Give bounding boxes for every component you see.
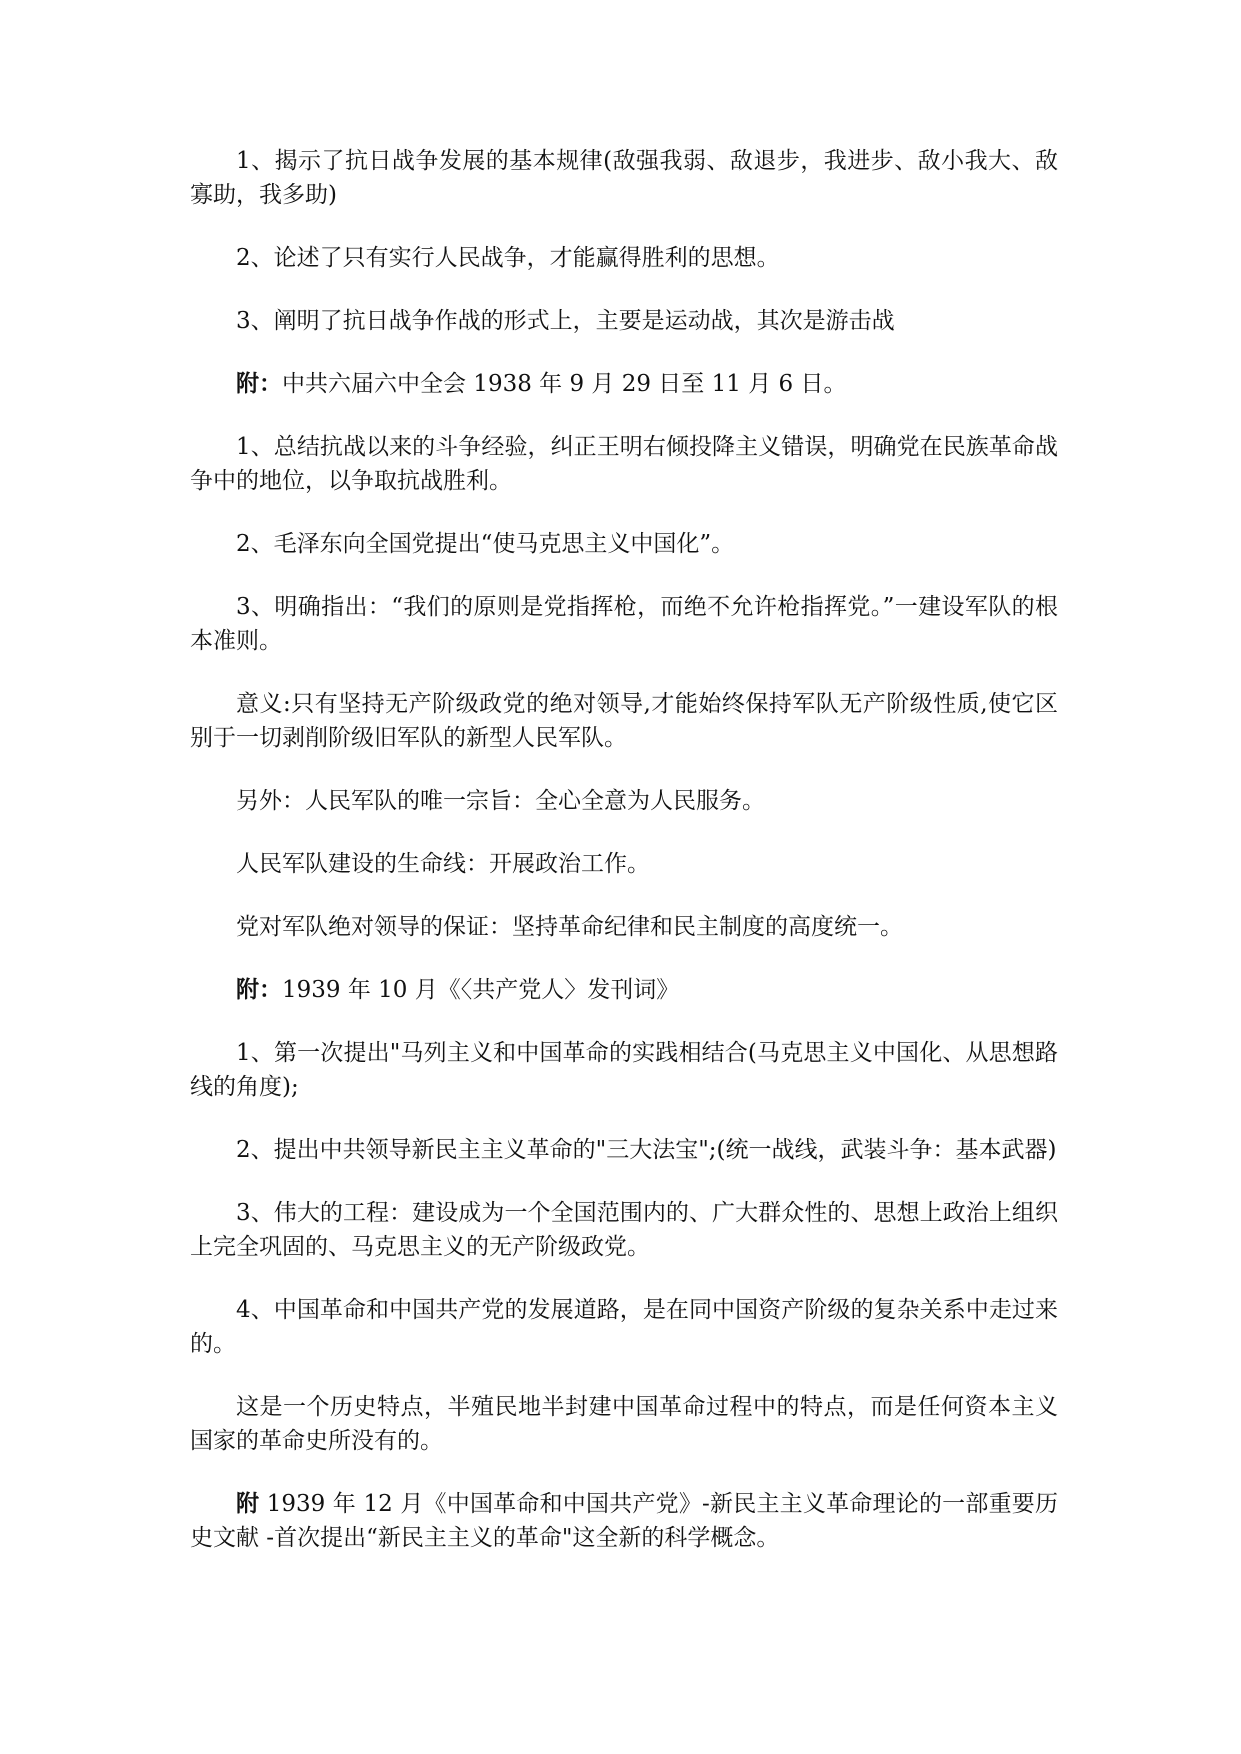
paragraph	[190, 1133, 1058, 1167]
paragraph-text: 党对军队绝对领导的保证：坚持革命纪律和民主制度的高度统一。	[236, 914, 903, 940]
paragraph-text: 3、阐明了抗日战争作战的形式上，主要是运动战，其次是游击战	[236, 308, 895, 334]
paragraph	[190, 430, 1058, 498]
paragraph-lead: 附：	[236, 370, 282, 397]
paragraph	[190, 1293, 1058, 1361]
paragraph	[190, 973, 1058, 1007]
paragraph-text: 2、提出中共领导新民主主义革命的"三大法宝";(统一战线，武装斗争：基本武器)	[236, 1137, 1057, 1163]
document-page	[190, 144, 1058, 1584]
paragraph-text: 3、明确指出：“我们的原则是党指挥枪，而绝不允许枪指挥党。”一建设军队的根本准则。	[190, 594, 1058, 654]
paragraph-text: 人民军队建设的生命线：开展政治工作。	[236, 851, 650, 877]
paragraph-text: 1、第一次提出"马列主义和中国革命的实践相结合(马克思主义中国化、从思想路线的角度);	[190, 1040, 1058, 1100]
paragraph-text: 3、伟大的工程：建设成为一个全国范围内的、广大群众性的、思想上政治上组织上完全巩固的、马克思主义的无产阶级政党。	[190, 1200, 1058, 1260]
paragraph	[190, 784, 1058, 818]
paragraph-text: 1、总结抗战以来的斗争经验，纠正王明右倾投降主义错误，明确党在民族革命战争中的地位，以争取抗战胜利。	[190, 434, 1058, 494]
paragraph	[190, 367, 1058, 401]
paragraph	[190, 590, 1058, 658]
paragraph	[190, 1487, 1058, 1555]
paragraph-text: 意义:只有坚持无产阶级政党的绝对领导,才能始终保持军队无产阶级性质,使它区别于一切剥削阶级旧军队的新型人民军队。	[190, 691, 1058, 751]
paragraph	[190, 241, 1058, 275]
paragraph-lead: 附：	[236, 976, 282, 1003]
paragraph-text: 1939 年 10 月《〈共产党人〉发刊词》	[282, 977, 680, 1003]
paragraph	[190, 687, 1058, 755]
paragraph	[190, 1036, 1058, 1104]
paragraph-text: 2、论述了只有实行人民战争，才能赢得胜利的思想。	[236, 245, 780, 271]
paragraph-text: 另外：人民军队的唯一宗旨：全心全意为人民服务。	[236, 788, 765, 814]
paragraph-text: 4、中国革命和中国共产党的发展道路，是在同中国资产阶级的复杂关系中走过来的。	[190, 1297, 1058, 1357]
paragraph	[190, 304, 1058, 338]
paragraph	[190, 1390, 1058, 1458]
paragraph	[190, 527, 1058, 561]
paragraph-text: 这是一个历史特点，半殖民地半封建中国革命过程中的特点，而是任何资本主义国家的革命史所没有的。	[190, 1394, 1058, 1454]
paragraph-lead: 附	[236, 1490, 260, 1517]
paragraph	[190, 910, 1058, 944]
paragraph	[190, 1196, 1058, 1264]
paragraph	[190, 144, 1058, 212]
paragraph-text: 2、毛泽东向全国党提出“使马克思主义中国化”。	[236, 531, 735, 557]
paragraph-text: 中共六届六中全会 1938 年 9 月 29 日至 11 月 6 日。	[282, 371, 847, 397]
paragraph-text: 1939 年 12 月《中国革命和中国共产党》-新民主主义革命理论的一部重要历史文献 -首次提出“新民主主义的革命"这全新的科学概念。	[190, 1491, 1058, 1551]
paragraph-text: 1、揭示了抗日战争发展的基本规律(敌强我弱、敌退步，我进步、敌小我大、敌寡助，我多助)	[190, 148, 1058, 208]
paragraph	[190, 847, 1058, 881]
